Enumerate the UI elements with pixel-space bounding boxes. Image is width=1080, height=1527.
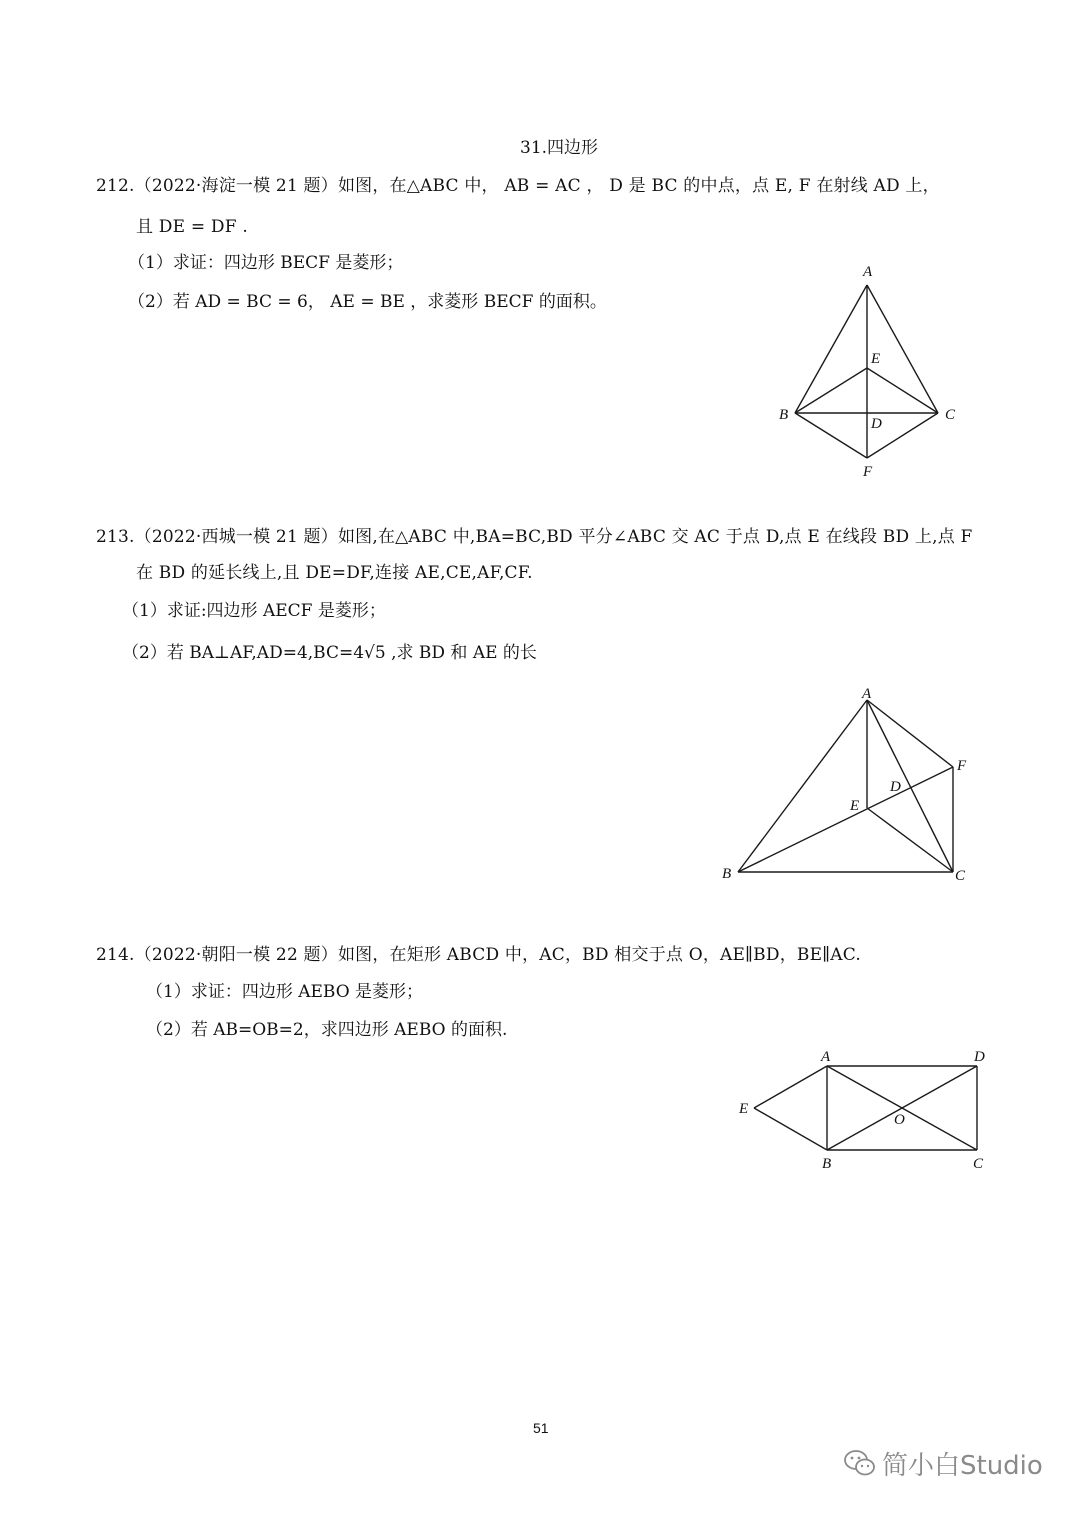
figure-212	[770, 255, 970, 485]
figure-213-label-c: C	[955, 868, 966, 884]
figure-214-label-d: D	[974, 1049, 985, 1065]
figure-213	[715, 680, 995, 890]
problem-212-line-1: 212.（2022·海淀一模 21 题）如图，在△ABC 中， AB = AC ， D 是 BC 的中点，点 E, F 在射线 AD 上，	[96, 176, 940, 196]
figure-214	[730, 1040, 1000, 1175]
figure-213-label-f: F	[957, 758, 967, 774]
figure-212-label-f: F	[863, 464, 873, 480]
problem-212-part-1: （1）求证：四边形 BECF 是菱形；	[128, 253, 404, 273]
wechat-icon	[843, 1448, 877, 1478]
figure-212-label-c: C	[945, 407, 956, 423]
figure-212-label-d: D	[871, 416, 882, 432]
figure-213-label-d: D	[890, 779, 901, 795]
figure-212-label-a: A	[863, 264, 873, 280]
figure-214-label-c: C	[973, 1156, 984, 1172]
figure-214-label-a: A	[821, 1049, 831, 1065]
page-number: 51	[533, 1420, 549, 1436]
section-title: 31.四边形	[520, 138, 599, 158]
figure-214-label-b: B	[822, 1156, 832, 1172]
watermark-text: 简小白Studio	[882, 1451, 1043, 1481]
figure-214-label-e: E	[739, 1101, 749, 1117]
problem-212-line-2: 且 DE = DF .	[136, 217, 248, 237]
problem-212-part-2: （2）若 AD = BC = 6， AE = BE ，求菱形 BECF 的面积。	[128, 292, 607, 312]
problem-214-line-1: 214.（2022·朝阳一模 22 题）如图，在矩形 ABCD 中，AC，BD 相交于点 O，AE∥BD，BE∥AC.	[96, 945, 861, 965]
figure-212-lines	[795, 285, 938, 458]
problem-214-part-1: （1）求证：四边形 AEBO 是菱形；	[146, 982, 424, 1002]
figure-212-label-b: B	[779, 407, 789, 423]
figure-213-lines	[738, 700, 953, 872]
problem-213-part-2: （2）若 BA⊥AF,AD=4,BC=4√5 ,求 BD 和 AE 的长	[122, 643, 537, 663]
problem-213-part-1: （1）求证:四边形 AECF 是菱形；	[122, 601, 386, 621]
figure-213-label-b: B	[722, 866, 732, 882]
problem-214-part-2: （2）若 AB=OB=2，求四边形 AEBO 的面积.	[146, 1020, 508, 1040]
figure-213-label-a: A	[862, 686, 872, 702]
problem-213-line-1: 213.（2022·西城一模 21 题）如图,在△ABC 中,BA=BC,BD 平分∠ABC 交 AC 于点 D,点 E 在线段 BD 上,点 F	[96, 527, 973, 547]
figure-213-label-e: E	[850, 798, 860, 814]
figure-214-label-o: O	[894, 1112, 905, 1128]
figure-214-lines	[754, 1066, 977, 1150]
problem-213-line-2: 在 BD 的延长线上,且 DE=DF,连接 AE,CE,AF,CF.	[136, 563, 533, 583]
figure-212-label-e: E	[871, 351, 881, 367]
